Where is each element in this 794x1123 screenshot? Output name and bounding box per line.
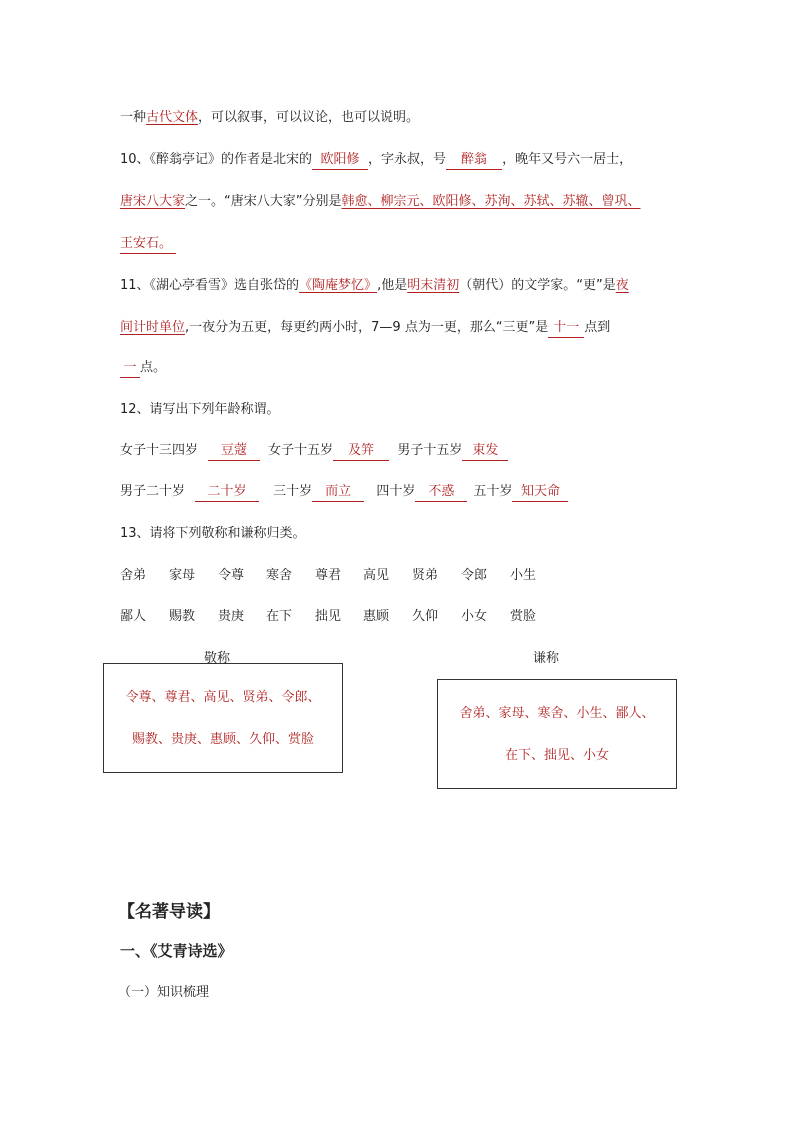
q10-answer-members-a: 韩愈、柳宗元、欧阳修、苏洵、苏轼、苏辙、曾巩、 [341,194,641,209]
sub-title: （一）知识梳理 [118,985,210,1000]
q12-label: 五十岁 [473,484,513,499]
q11-answer-era: 明末清初 [407,278,460,293]
term-word: 令郎 [461,568,488,583]
term-word: 寒舍 [266,568,293,583]
humble-line-2: 在下、拙见、小女 [504,748,609,763]
honorific-line-2: 赐教、贵庚、惠顾、久仰、赏脸 [131,732,314,747]
q11-answer-end-hour: 一 [120,359,140,378]
q10-line-3 [120,234,176,254]
q9-tail-prefix: 一种 [120,110,147,125]
q11-text-3: （朝代）的文学家。“更”是 [459,278,616,293]
q10-text-4: 之一。“唐宋八大家”分别是 [185,194,342,209]
q9-tail-line [120,108,419,128]
q12-row-1 [120,441,508,461]
q11-answer-geng-a: 夜 [615,278,629,293]
term-word: 惠顾 [363,609,390,624]
q12-label: 四十岁 [376,484,416,499]
q12-answer: 不惑 [415,483,467,502]
term-word: 小生 [510,568,537,583]
q10-line-2 [120,192,641,212]
q11-text-1: 11、《湖心亭看雪》选自张岱的 [120,278,300,293]
q11-text-2: ,他是 [377,278,408,293]
q10-text-1: 10、《醉翁亭记》的作者是北宋的 [120,152,313,167]
term-word: 贵庚 [218,609,245,624]
q12-answer: 束发 [462,442,508,461]
q13-title: 13、请将下列敬称和谦称归类。 [120,526,306,541]
term-word: 令尊 [218,568,245,583]
q10-text-3: ，晚年又号六一居士， [502,152,633,167]
honorific-line-1: 令尊、尊君、高见、贤弟、令郎、 [125,690,321,705]
q12-answer: 二十岁 [195,483,259,502]
q13-words-row-2 [120,607,550,627]
q12-label: 男子二十岁 [120,484,186,499]
humble-box-title: 谦称 [533,651,560,666]
q12-answer: 知天命 [512,483,568,502]
q12-row-2 [120,482,568,502]
q9-tail-suffix: ，可以叙事，可以议论，也可以说明。 [198,110,420,125]
q11-answer-book: 《陶庵梦忆》 [299,278,378,293]
q12-label: 男子十五岁 [397,443,463,458]
term-word: 鄙人 [120,609,147,624]
q12-label: 女子十三四岁 [120,443,199,458]
q10-line-1 [120,150,632,170]
q10-answer-nickname: 醉翁 [446,151,502,170]
section-title: 【名著导读】 [118,902,220,922]
q12-answer: 及笄 [333,442,389,461]
q11-line-1 [120,276,629,296]
term-word: 久仰 [412,609,439,624]
book-title: 一、《艾青诗选》 [120,942,233,960]
term-word: 贤弟 [412,568,439,583]
term-word: 小女 [461,609,488,624]
honorific-box [103,663,343,773]
q13-words-row-1 [120,566,550,586]
q12-label: 三十岁 [273,484,313,499]
q12-answer: 而立 [312,483,364,502]
q12-answer: 豆蔻 [208,442,260,461]
humble-box [437,679,677,789]
term-word: 尊君 [315,568,342,583]
q11-text-6: 点。 [140,360,167,375]
q10-text-2: ，字永叔，号 [368,152,447,167]
q11-line-3 [120,358,166,378]
humble-line-1: 舍弟、家母、寒舍、小生、鄙人、 [459,706,655,721]
q12-label: 女子十五岁 [268,443,334,458]
q11-line-2 [120,318,610,338]
q11-text-4: ,一夜分为五更，每更约两小时，7—9 点为一更，那么“三更”是 [185,320,549,335]
term-word: 家母 [169,568,196,583]
q11-answer-geng-b: 间计时单位 [120,320,186,335]
term-word: 高见 [363,568,390,583]
q9-tail-answer: 古代文体 [146,110,199,125]
term-word: 在下 [266,609,293,624]
term-word: 赏脸 [510,609,537,624]
q10-answer-members-b: 王安石。 [120,235,176,254]
q10-answer-group: 唐宋八大家 [120,194,186,209]
honorific-box-title: 敬称 [204,651,231,666]
term-word: 拙见 [315,609,342,624]
q12-title: 12、请写出下列年龄称谓。 [120,402,280,417]
term-word: 赐教 [169,609,196,624]
q11-text-5: 点到 [584,320,611,335]
q11-answer-start-hour: 十一 [548,319,584,338]
q10-answer-author: 欧阳修 [312,151,368,170]
term-word: 舍弟 [120,568,147,583]
